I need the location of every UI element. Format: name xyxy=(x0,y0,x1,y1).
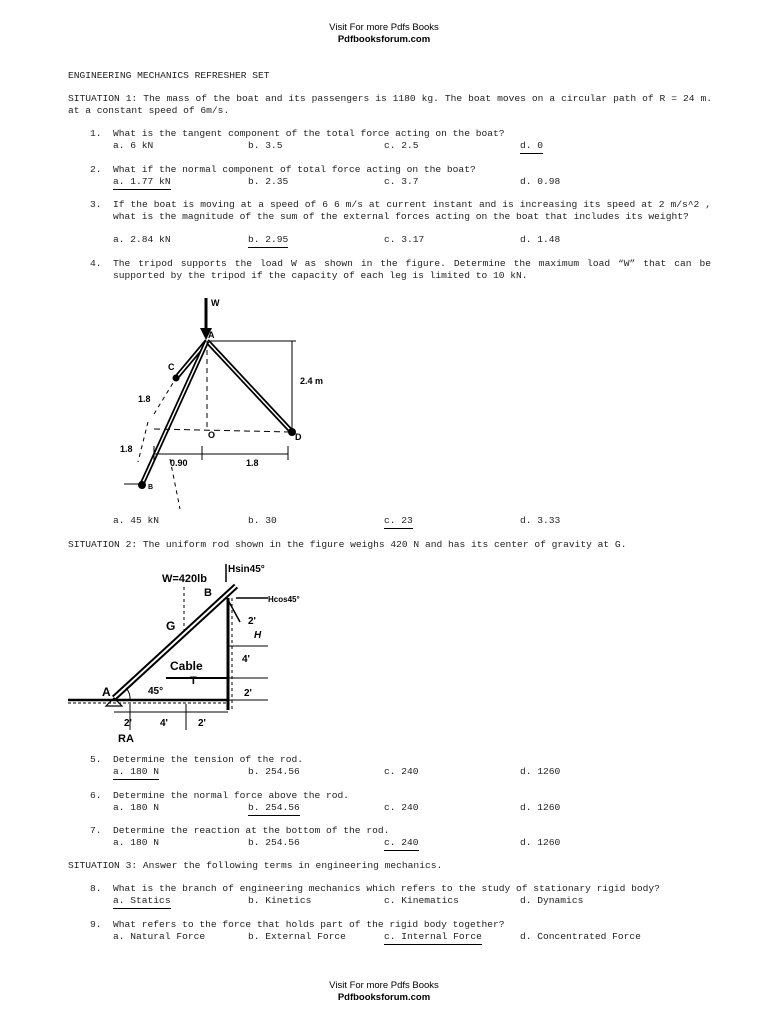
option-a[interactable]: a. 180 N xyxy=(113,802,160,813)
question-number: 8. xyxy=(90,883,102,894)
header-line2: Pdfbooksforum.com xyxy=(337,34,431,45)
option-a[interactable]: a. 180 N xyxy=(113,837,160,848)
label-d: D xyxy=(295,432,302,442)
option-a[interactable]: a. 2.84 kN xyxy=(113,234,171,245)
option-a[interactable]: a. 6 kN xyxy=(113,140,154,151)
footer-line2: Pdfbooksforum.com xyxy=(337,992,431,1003)
option-c-answer[interactable]: c. 240 xyxy=(384,837,419,851)
option-b[interactable]: b. Kinetics xyxy=(248,895,312,906)
page-header xyxy=(0,22,768,46)
question-number: 7. xyxy=(90,825,102,836)
question-text: What is the branch of engineering mechanics which refers to the study of stationary rigid body? xyxy=(113,883,660,894)
header-line1: Visit For more Pdfs Books xyxy=(329,22,439,33)
question-number: 4. xyxy=(90,258,102,269)
option-d[interactable]: d. 1260 xyxy=(520,766,561,777)
question-number: 6. xyxy=(90,790,102,801)
label-hsin: Hsin45° xyxy=(228,564,265,575)
option-b-answer[interactable]: b. 2.95 xyxy=(248,234,288,248)
footer-line1: Visit For more Pdfs Books xyxy=(329,980,439,991)
option-c-answer[interactable]: c. 23 xyxy=(384,515,413,529)
label-b: B xyxy=(148,484,154,491)
situation-3: SITUATION 3: Answer the following terms in engineering mechanics. xyxy=(68,860,443,871)
question-text: If the boat is moving at a speed of 6 6 m/s at current instant and is increasing its speed at 2 m/s^2 , what is the magnitude of the sum of the external forces acting on the boat that includes its weight? xyxy=(113,199,711,222)
label-h: H xyxy=(254,630,262,641)
dim-v-3: 2' xyxy=(244,688,252,699)
option-b[interactable]: b. 254.56 xyxy=(248,837,300,848)
dim-h-1: 2' xyxy=(124,718,132,729)
question-number: 5. xyxy=(90,754,102,765)
option-b[interactable]: b. 3.5 xyxy=(248,140,283,151)
question-text: Determine the tension of the rod. xyxy=(113,754,303,765)
option-a-answer[interactable]: a. 180 N xyxy=(113,766,159,780)
label-ra: RA xyxy=(118,733,134,745)
question-number: 1. xyxy=(90,128,102,139)
option-d[interactable]: d. 3.33 xyxy=(520,515,561,526)
option-c[interactable]: c. 3.17 xyxy=(384,234,425,245)
tripod-figure xyxy=(110,294,350,516)
label-b: B xyxy=(204,587,212,599)
dim-h-3: 2' xyxy=(198,718,206,729)
dim-0-90: 0.90 xyxy=(170,458,188,468)
option-b[interactable]: b. 254.56 xyxy=(248,766,300,777)
question-text: What is the tangent component of the total force acting on the boat? xyxy=(113,128,505,139)
question-number: 2. xyxy=(90,164,102,175)
joint-c xyxy=(173,375,179,381)
option-d[interactable]: d. 0.98 xyxy=(520,176,561,187)
option-b[interactable]: b. 30 xyxy=(248,515,277,526)
dim-1-8-lower: 1.8 xyxy=(120,444,133,454)
option-b[interactable]: b. External Force xyxy=(248,931,346,942)
label-cable: Cable xyxy=(170,659,203,673)
option-b-answer[interactable]: b. 254.56 xyxy=(248,802,300,816)
option-c[interactable]: c. 240 xyxy=(384,766,419,777)
situation-2: SITUATION 2: The uniform rod shown in the figure weighs 420 N and has its center of gravity at G. xyxy=(68,539,627,550)
question-number: 3. xyxy=(90,199,102,210)
label-g: G xyxy=(166,619,176,633)
option-d-answer[interactable]: d. 0 xyxy=(520,140,543,154)
option-c-answer[interactable]: c. Internal Force xyxy=(384,931,482,945)
page-footer xyxy=(0,980,768,1004)
option-d[interactable]: d. 1260 xyxy=(520,837,561,848)
dim-height: 2.4 m xyxy=(300,376,324,386)
option-d[interactable]: d. 1260 xyxy=(520,802,561,813)
option-c[interactable]: c. 2.5 xyxy=(384,140,419,151)
rod-cable-figure xyxy=(68,560,338,748)
option-b[interactable]: b. 2.35 xyxy=(248,176,289,187)
question-text: What if the normal component of total force acting on the boat? xyxy=(113,164,476,175)
label-hcos: Hcos45° xyxy=(268,595,300,604)
option-a[interactable]: a. 45 kN xyxy=(113,515,160,526)
option-a-answer[interactable]: a. Statics xyxy=(113,895,171,909)
label-t: T xyxy=(190,675,197,687)
label-w: W xyxy=(211,298,220,308)
joint-b xyxy=(139,482,146,489)
dim-1-8-right: 1.8 xyxy=(246,458,259,468)
question-text: The tripod supports the load W as shown in the figure. Determine the maximum load “W” that can be supported by the tripod if the capacity of each leg is limited to 10 kN. xyxy=(113,258,711,281)
label-angle: 45° xyxy=(148,686,164,697)
situation-1: SITUATION 1: The mass of the boat and its passengers is 1180 kg. The boat moves on a circular path of R = 24 m. at a constant speed of 6m/s. xyxy=(68,93,712,116)
option-d[interactable]: d. Dynamics xyxy=(520,895,584,906)
question-text: Determine the reaction at the bottom of the rod. xyxy=(113,825,390,836)
label-a: A xyxy=(208,330,215,340)
dim-v-1: 2' xyxy=(248,616,256,627)
question-text: Determine the normal force above the rod. xyxy=(113,790,350,801)
dim-h-2: 4' xyxy=(160,718,168,729)
option-d[interactable]: d. Concentrated Force xyxy=(520,931,641,942)
option-a[interactable]: a. Natural Force xyxy=(113,931,206,942)
label-c: C xyxy=(168,362,175,372)
document-title: ENGINEERING MECHANICS REFRESHER SET xyxy=(68,70,270,81)
label-weight: W=420lb xyxy=(162,573,207,585)
dim-1-8-upper: 1.8 xyxy=(138,394,151,404)
option-a-answer[interactable]: a. 1.77 kN xyxy=(113,176,171,190)
label-o: O xyxy=(208,430,216,440)
option-c[interactable]: c. Kinematics xyxy=(384,895,459,906)
question-number: 9. xyxy=(90,919,102,930)
label-a: A xyxy=(102,685,111,699)
dim-v-2: 4' xyxy=(242,654,250,665)
option-c[interactable]: c. 3.7 xyxy=(384,176,419,187)
question-text: What refers to the force that holds part of the rigid body together? xyxy=(113,919,505,930)
option-c[interactable]: c. 240 xyxy=(384,802,419,813)
option-d[interactable]: d. 1.48 xyxy=(520,234,561,245)
